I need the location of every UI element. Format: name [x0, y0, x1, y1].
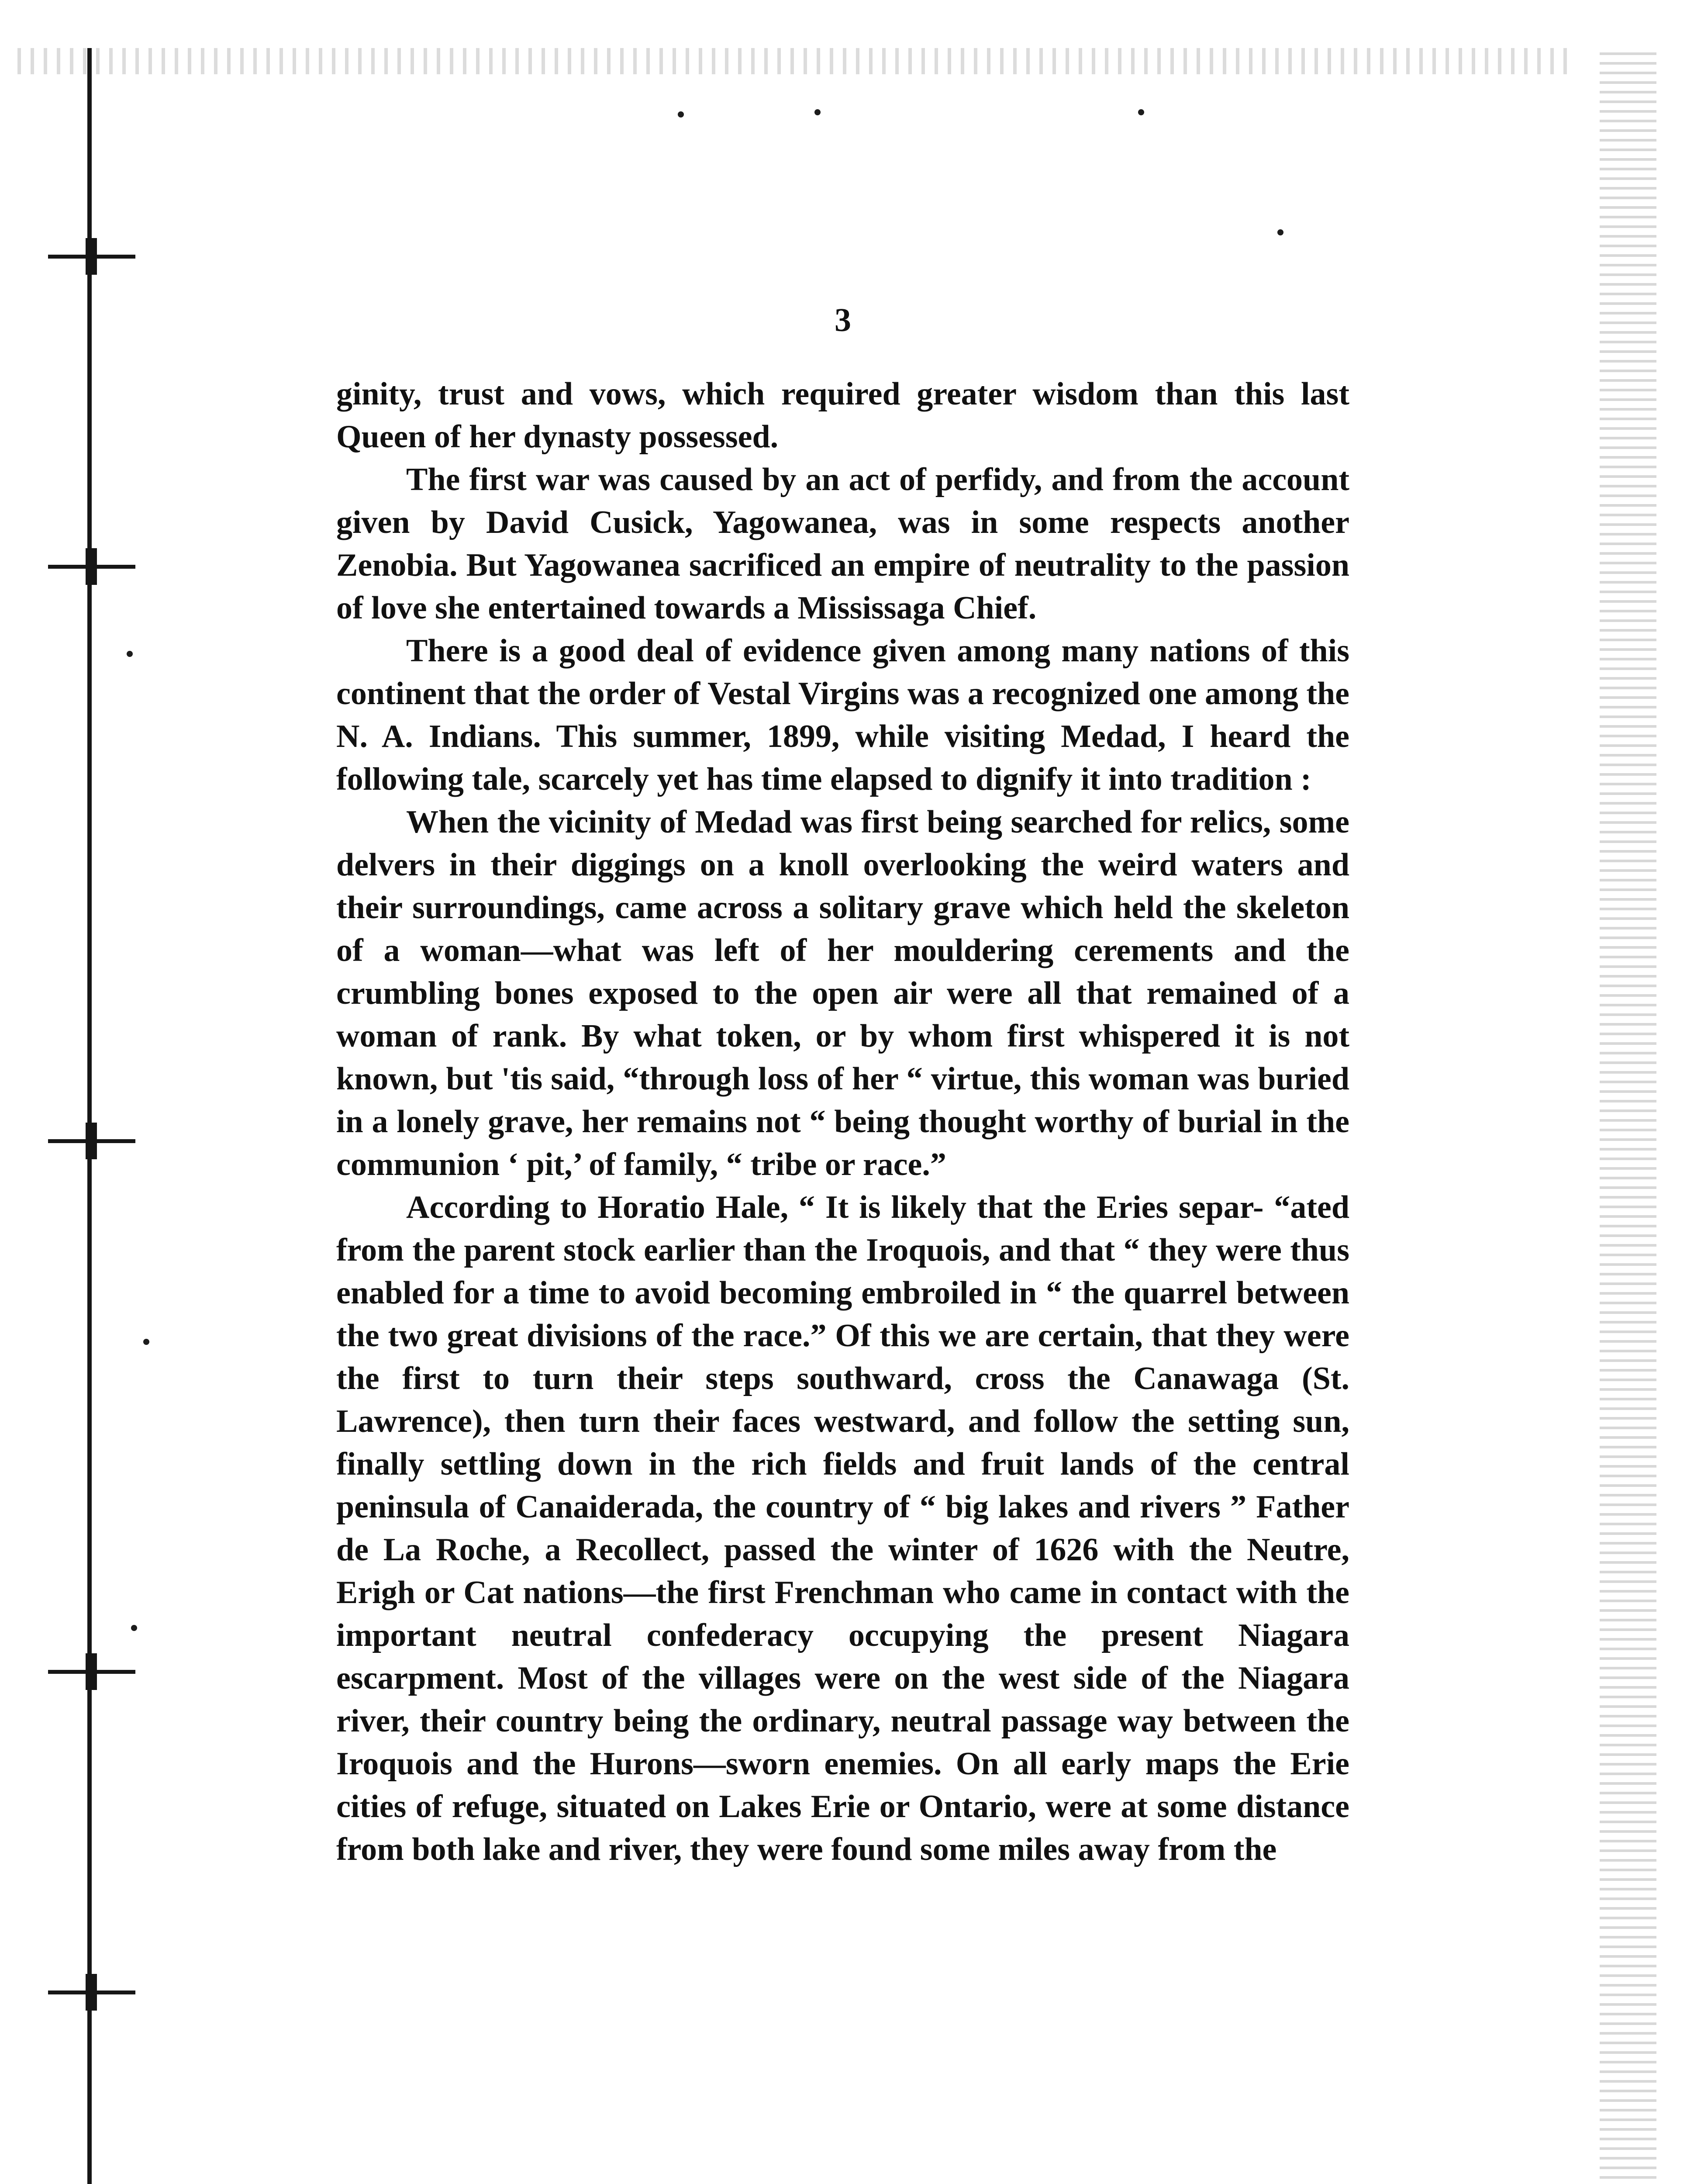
paragraph: There is a good deal of evidence given among many nations of this continent that the order of Vestal Virgins was a recognized one among the N. A. Indians. This summer, 1899, while visiting Medad, I heard the following tale, scarcely yet has time elapsed to dignify it into tradition : [336, 633, 1349, 797]
scan-speck [1277, 229, 1283, 235]
scan-speck [814, 109, 821, 115]
paragraph: The first war was caused by an act of perfidy, and from the account given by David Cusick, Yagowanea, was in some respects another Zenobia. But Yagowanea sacrificed an empire of neutrality to the passion of love she entertained towards a Mississaga Chief. [336, 462, 1349, 626]
binding-tick-mark [48, 565, 135, 569]
binding-margin-line [87, 48, 92, 2184]
binding-tick-mark [48, 1670, 135, 1674]
body-text [336, 373, 1349, 1871]
binding-tick-mark [48, 1990, 135, 1994]
binding-tick-mark [48, 255, 135, 259]
scan-speck [143, 1339, 149, 1345]
scan-speck [131, 1625, 137, 1631]
scan-right-edge [1600, 52, 1656, 2184]
scan-speck [127, 651, 133, 657]
binding-tick-mark [48, 1139, 135, 1143]
page-number: 3 [835, 302, 851, 339]
paragraph: When the vicinity of Medad was first being searched for relics, some delvers in their diggings on a knoll overlooking the weird waters and their surroundings, came across a solitary grave which held the skeleton of a woman—what was left of her mouldering cerements and the crumbling bones exposed to the open air were all that remained of a woman of rank. By what token, or by whom first whispered it is not known, but 'tis said, “through loss of her “ virtue, this woman was buried in a lonely grave, her remains not “ being thought worthy of burial in the communion ‘ pit,’ of family, “ tribe or race.” [336, 804, 1349, 1182]
scan-speck [1138, 109, 1144, 115]
paragraph: According to Horatio Hale, “ It is likely that the Eries separ- “ated from the parent stock earlier than the Iroquois, and that “ they were thus enabled for a time to avoid becoming embroiled in “ the quarrel between the two great divisions of the race.” Of this we are certain, that they were the first to turn their steps southward, cross the Canawaga (St. Lawrence), then turn their faces westward, and follow the setting sun, finally settling down in the rich fields and fruit lands of the central peninsula of Canaiderada, the country of “ big lakes and rivers ” Father de La Roche, a Recollect, passed the winter of 1626 with the Neutre, Erigh or Cat nations—the first Frenchman who came in contact with the important neutral confederacy occupying the present Niagara escarpment. Most of the villages were on the west side of the Niagara river, their country being the ordinary, neutral passage way between the Iroquois and the Hurons—sworn enemies. On all early maps the Erie cities of refuge, situated on Lakes Erie or Ontario, were at some distance from both lake and river, they were found some miles away from the [336, 1189, 1349, 1867]
scan-top-edge [17, 48, 1572, 74]
paragraph: ginity, trust and vows, which required greater wisdom than this last Queen of her dynasty possessed. [336, 376, 1349, 455]
scan-speck [678, 111, 684, 117]
